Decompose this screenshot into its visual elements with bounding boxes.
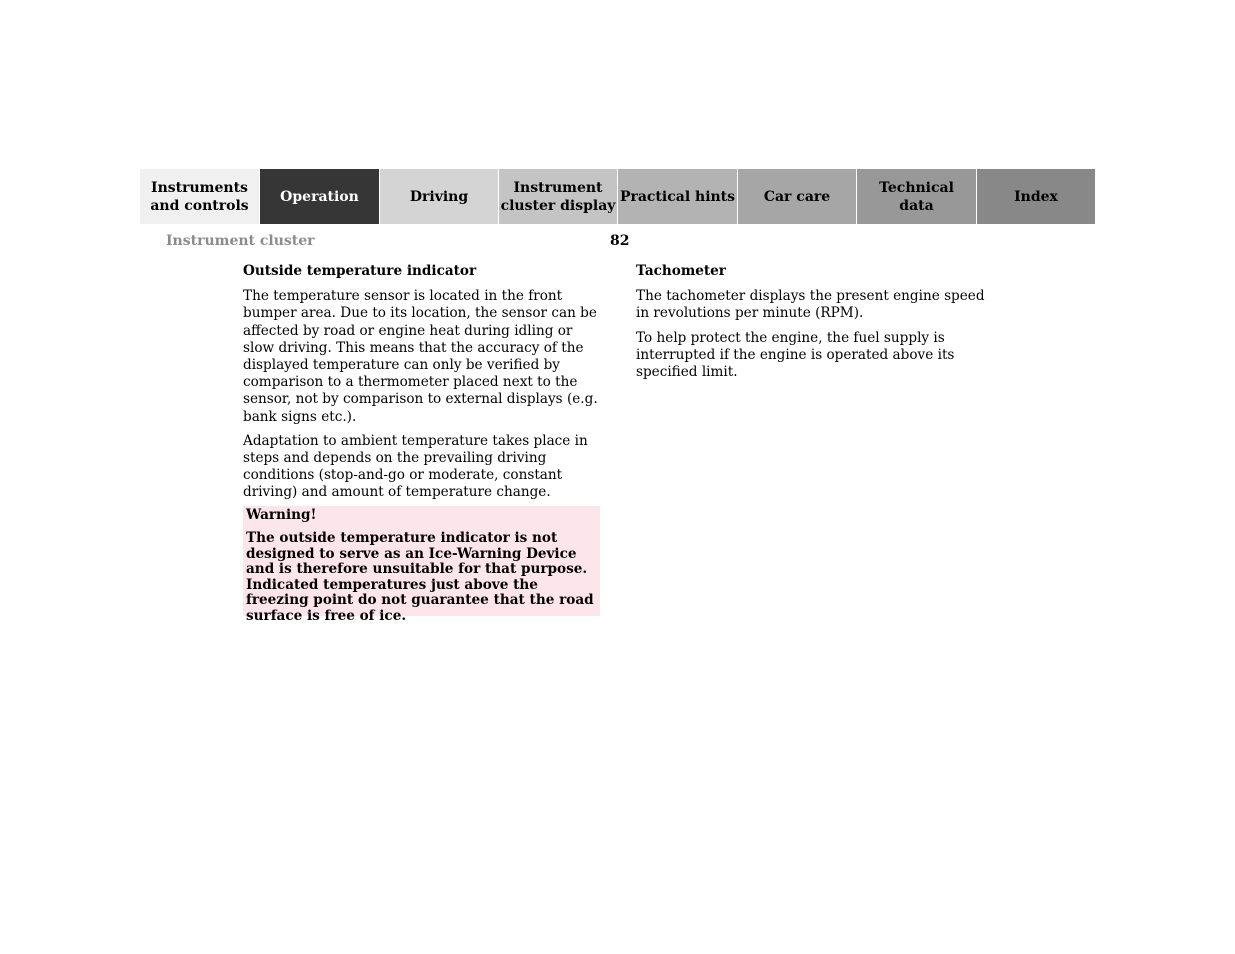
chapter-tabs — [140, 169, 1095, 224]
warning-title: Warning! — [246, 507, 317, 523]
tachometer-heading: Tachometer — [636, 263, 726, 279]
right-column — [636, 263, 996, 388]
tab-practical-hints[interactable]: Practical hints — [617, 169, 737, 224]
tab-technical-data[interactable]: Technical data — [856, 169, 976, 224]
tab-driving[interactable]: Driving — [379, 169, 498, 224]
body-paragraph: The temperature sensor is located in the front bumper area. Due to its location, the sensor can be affected by road or engine heat during idling or slow driving. This means that the accuracy of the displayed temperature can only be verified by comparison to a thermometer placed next to the sensor, not by comparison to external displays (e.g. bank signs etc.). — [243, 288, 598, 425]
outside-temperature-heading: Outside temperature indicator — [243, 263, 477, 279]
tab-index[interactable]: Index — [976, 169, 1095, 224]
warning-box — [243, 506, 600, 624]
section-title: Instrument cluster — [166, 233, 315, 249]
tab-operation[interactable]: Operation — [259, 169, 379, 224]
body-paragraph: The tachometer displays the present engine speed in revolutions per minute (RPM). — [636, 288, 985, 322]
left-column — [243, 263, 601, 509]
page-number: 82 — [610, 233, 630, 249]
warning-body: The outside temperature indicator is not designed to serve as an Ice-Warning Device and is therefore unsuitable for that purpose. Indicated temperatures just above the freezing point do not guarantee that the road surface is free of ice. — [246, 530, 594, 624]
tab-car-care[interactable]: Car care — [737, 169, 856, 224]
tab-instruments-and-controls[interactable]: Instruments and controls — [140, 169, 259, 224]
body-paragraph: Adaptation to ambient temperature takes place in steps and depends on the prevailing driving conditions (stop-and-go or moderate, constant driving) and amount of temperature change. — [243, 432, 588, 501]
body-paragraph: To help protect the engine, the fuel supply is interrupted if the engine is operated above its specified limit. — [636, 329, 955, 381]
tab-instrument-cluster-display[interactable]: Instrument cluster display — [498, 169, 617, 224]
